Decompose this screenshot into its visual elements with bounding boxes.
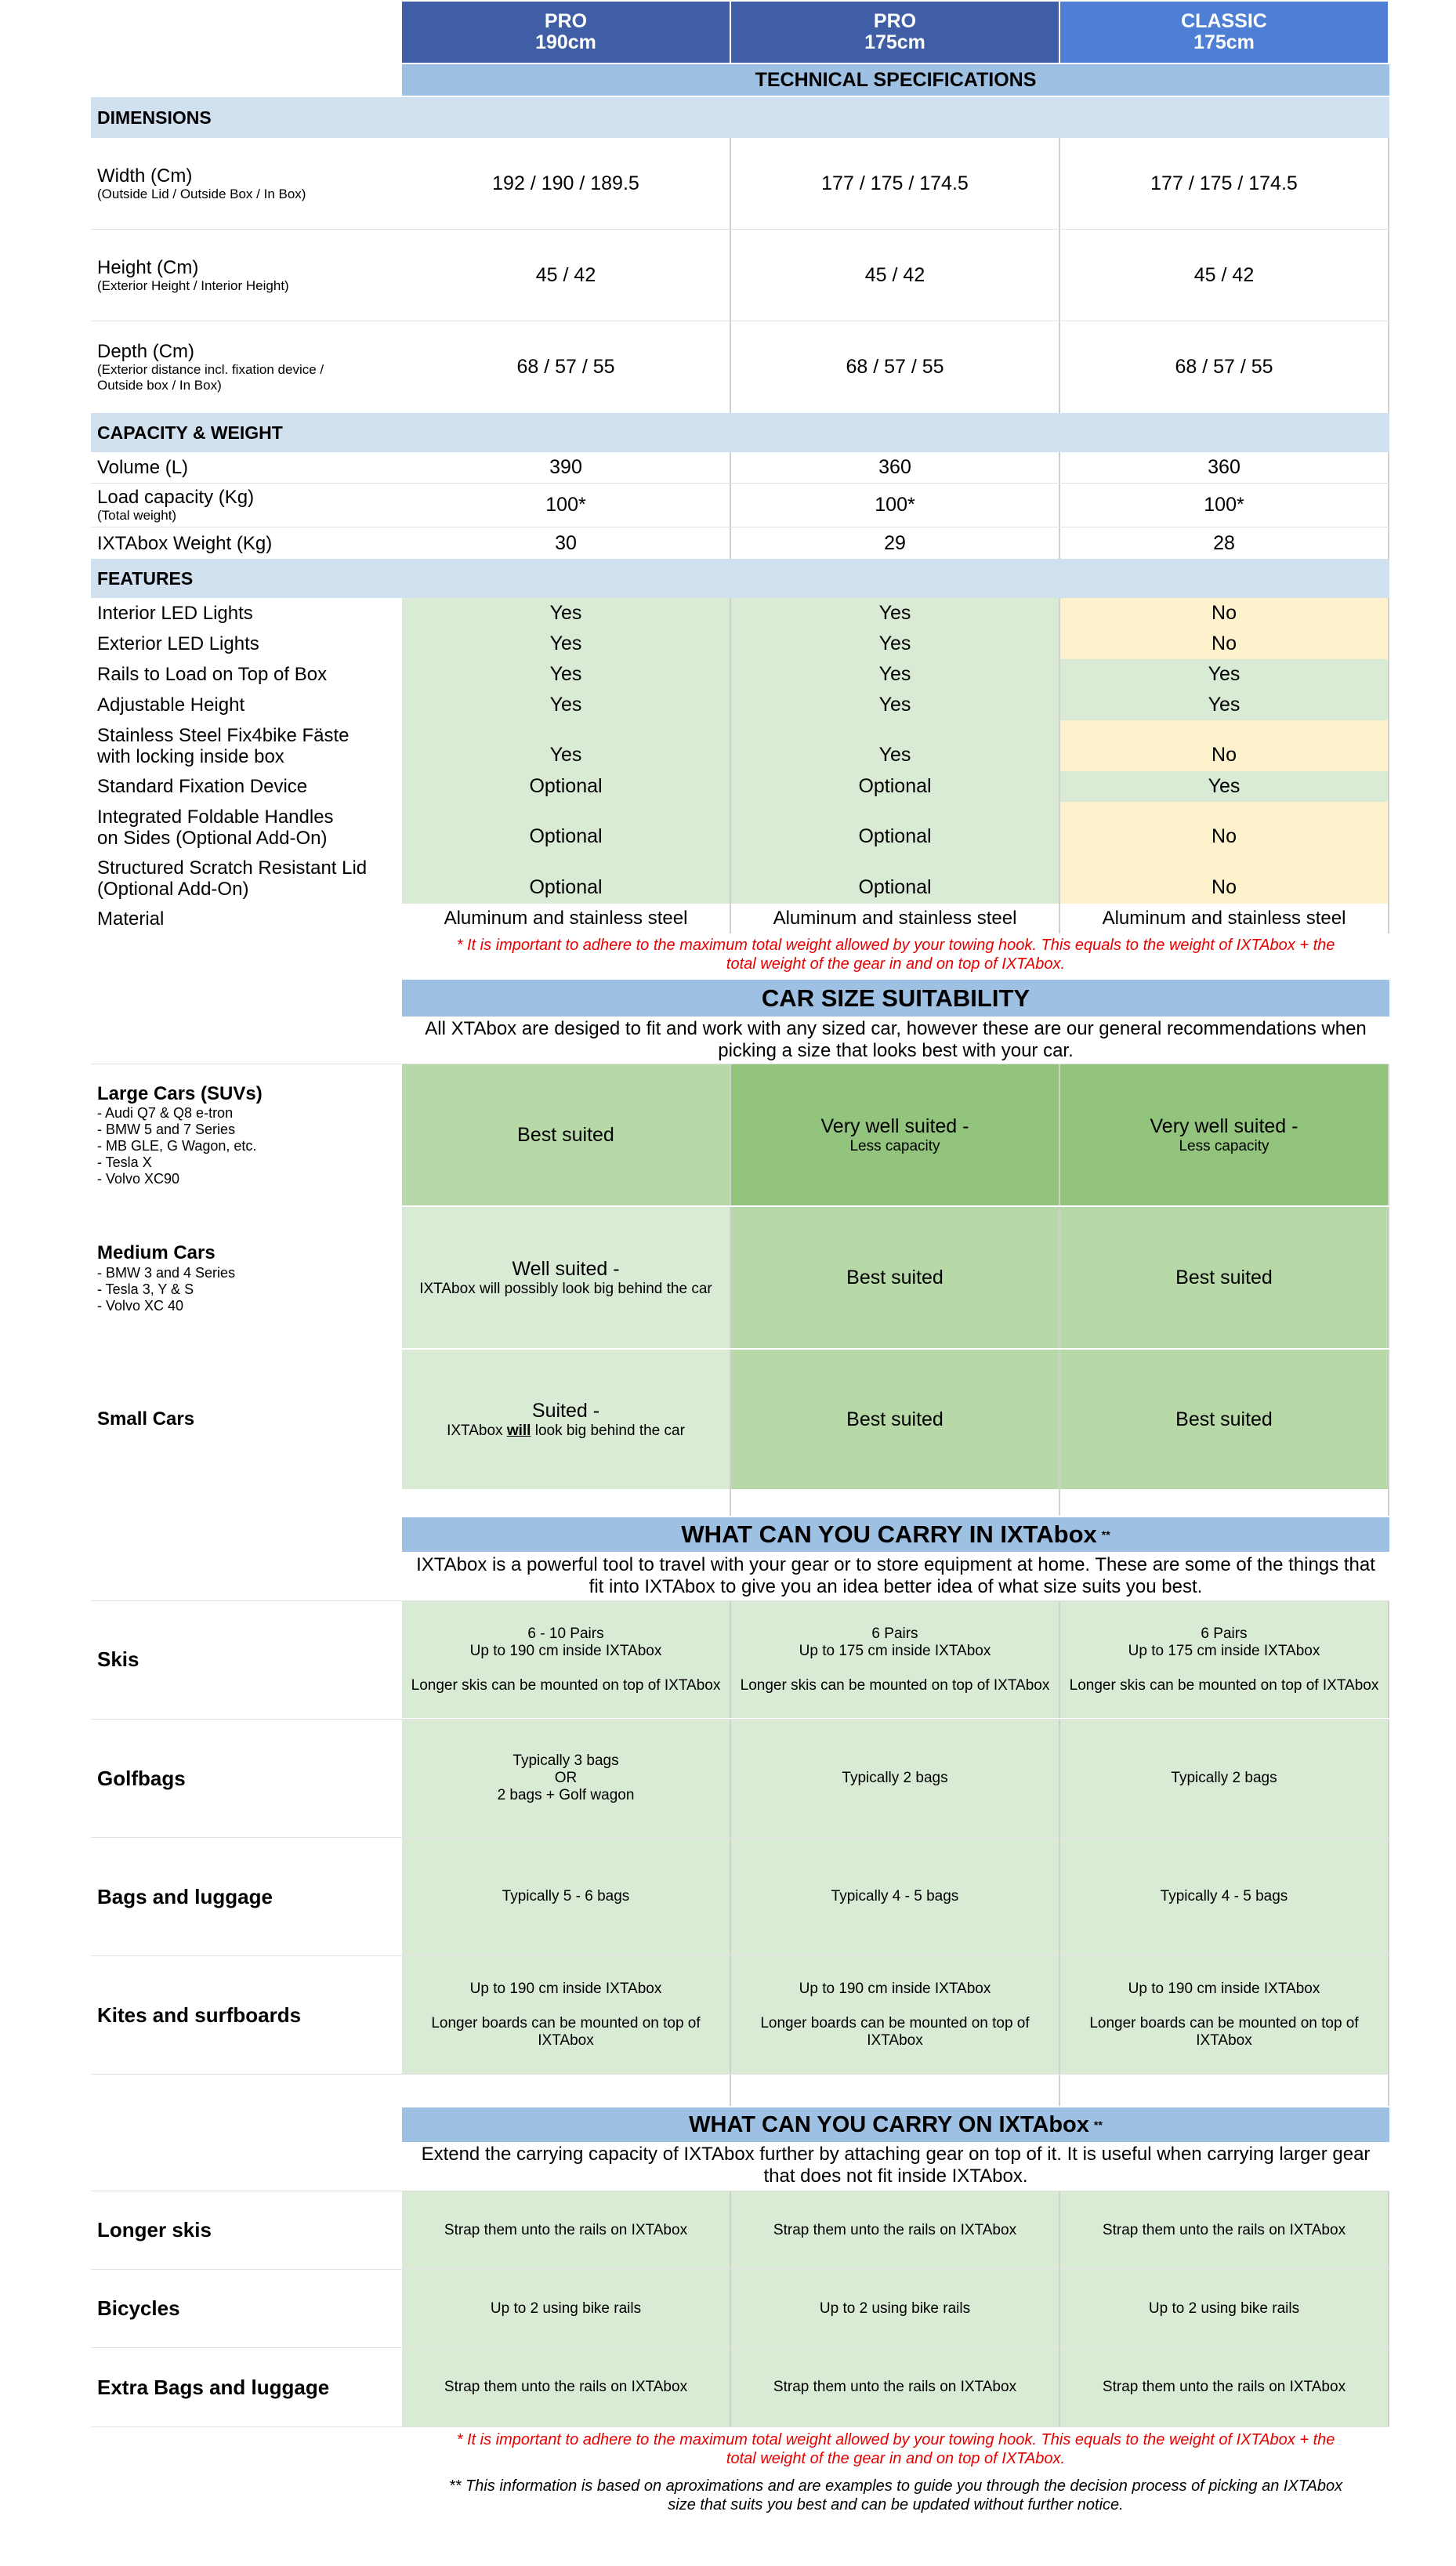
weight-note-line: * It is important to adhere to the maximum total weight allowed by your towing hook. This equals to the weight of IXTAbox + the bbox=[456, 937, 1335, 954]
feature-label: Rails to Load on Top of Box bbox=[97, 664, 328, 685]
weight-value-pro-175: 29 bbox=[731, 527, 1060, 559]
features-heading: FEATURES bbox=[91, 559, 1389, 598]
material-value: Aluminum and stainless steel bbox=[731, 904, 1060, 933]
feature-label-line: Integrated Foldable Handles bbox=[97, 806, 334, 828]
feature-label-line: (Optional Add-On) bbox=[97, 878, 249, 900]
carry-line: Longer skis can be mounted on top of IXTAbox bbox=[740, 1676, 1050, 1694]
depth-label bbox=[91, 321, 402, 413]
carry-line: IXTAbox bbox=[1196, 2032, 1252, 2049]
load-value-pro-175: 100* bbox=[731, 484, 1060, 527]
carry-line: OR bbox=[554, 1770, 578, 1786]
carry-line: Up to 190 cm inside IXTAbox bbox=[469, 1981, 662, 1997]
tech-spec-title: TECHNICAL SPECIFICATIONS bbox=[402, 64, 1389, 96]
volume-label: Volume (L) bbox=[97, 457, 189, 478]
sub-text: IXTAbox bbox=[447, 1422, 507, 1439]
feature-value: Yes bbox=[402, 690, 731, 720]
material-value: Aluminum and stainless steel bbox=[402, 904, 731, 933]
medium-cars-label bbox=[91, 1207, 402, 1348]
dimensions-heading: DIMENSIONS bbox=[91, 97, 1389, 138]
carry-cell bbox=[731, 1838, 1060, 1955]
depth-label-sub: (Exterior distance incl. fixation device / bbox=[97, 362, 324, 377]
carry-cell bbox=[402, 1720, 731, 1837]
footnote-line: size that suits you best and can be updated without further notice. bbox=[668, 2496, 1124, 2513]
feature-value: Optional bbox=[402, 802, 731, 853]
carry-on-cell: Strap them unto the rails on IXTAbox bbox=[402, 2191, 731, 2269]
column-divider bbox=[1059, 1489, 1060, 1516]
intro-line: IXTAbox is a powerful tool to travel with your gear or to store equipment at home. These are some of the things that bbox=[416, 1554, 1375, 1575]
car-model: - Tesla X bbox=[97, 1154, 152, 1170]
height-value-classic: 45 / 42 bbox=[1060, 230, 1389, 321]
carry-line: Up to 190 cm inside IXTAbox bbox=[799, 1981, 991, 1997]
load-value-classic: 100* bbox=[1060, 484, 1389, 527]
model-header-classic-175 bbox=[1060, 2, 1389, 63]
width-label-text: Width (Cm) bbox=[97, 165, 193, 187]
model-header-pro-175 bbox=[731, 2, 1060, 63]
suitability-main: Very well suited - bbox=[1150, 1114, 1298, 1137]
carry-line: Longer skis can be mounted on top of IXTAbox bbox=[1069, 1676, 1379, 1694]
column-divider bbox=[730, 1489, 731, 1516]
volume-value-classic: 360 bbox=[1060, 452, 1389, 483]
intro-line: Extend the carrying capacity of IXTAbox further by attaching gear on top of it. It is useful when carrying larger gear bbox=[421, 2144, 1371, 2165]
car-model: - Volvo XC90 bbox=[97, 1170, 180, 1187]
model-name: CLASSIC bbox=[1181, 10, 1267, 32]
footnote-line: total weight of the gear in and on top of IXTAbox. bbox=[726, 2450, 1066, 2467]
feature-value: Optional bbox=[402, 771, 731, 802]
height-label-text: Height (Cm) bbox=[97, 257, 199, 278]
load-capacity-label bbox=[91, 484, 402, 527]
suitability-cell bbox=[1060, 1064, 1389, 1205]
bicycles-label: Bicycles bbox=[97, 2296, 180, 2320]
suitability-main: Best suited bbox=[846, 1408, 944, 1430]
feature-label-line: Structured Scratch Resistant Lid bbox=[97, 857, 368, 879]
feature-value: Yes bbox=[731, 659, 1060, 690]
feature-value: No bbox=[1060, 853, 1389, 904]
suitability-cell bbox=[731, 1064, 1060, 1205]
capacity-heading: CAPACITY & WEIGHT bbox=[91, 413, 1389, 452]
suitability-sub bbox=[447, 1423, 685, 1440]
intro-line: fit into IXTAbox to give you an idea better idea of what size suits you best. bbox=[589, 1576, 1203, 1597]
carry-in-title-text: WHAT CAN YOU CARRY IN IXTAbox bbox=[681, 1520, 1097, 1548]
suitability-main: Best suited bbox=[1175, 1266, 1273, 1288]
height-label-sub: (Exterior Height / Interior Height) bbox=[97, 278, 289, 293]
carry-line: Typically 2 bags bbox=[842, 1770, 948, 1786]
height-value-pro-175: 45 / 42 bbox=[731, 230, 1060, 321]
feature-label bbox=[91, 802, 402, 853]
carry-cell bbox=[1060, 1720, 1389, 1837]
car-model: - MB GLE, G Wagon, etc. bbox=[97, 1137, 257, 1154]
carry-line: Typically 2 bags bbox=[1171, 1770, 1277, 1786]
carry-in-title bbox=[402, 1517, 1389, 1552]
carry-on-title bbox=[402, 2108, 1389, 2142]
suitability-sub: Less capacity bbox=[849, 1137, 940, 1154]
width-label-sub: (Outside Lid / Outside Box / In Box) bbox=[97, 187, 306, 201]
intro-line: that does not fit inside IXTAbox. bbox=[763, 2166, 1028, 2187]
feature-label-line: Stainless Steel Fix4bike Fäste bbox=[97, 724, 350, 746]
suitability-main: Best suited bbox=[846, 1266, 944, 1288]
carry-line: Typically 3 bags bbox=[512, 1752, 619, 1769]
carry-on-cell: Up to 2 using bike rails bbox=[402, 2270, 731, 2347]
sub-text: look big behind the car bbox=[531, 1422, 685, 1439]
column-divider bbox=[1388, 2075, 1389, 2106]
feature-value: Yes bbox=[402, 720, 731, 771]
footnote-line: * It is important to adhere to the maximum total weight allowed by your towing hook. This equals to the weight of IXTAbox + the bbox=[456, 2431, 1335, 2448]
column-divider bbox=[1388, 1489, 1389, 1516]
load-value-pro-190: 100* bbox=[402, 484, 731, 527]
carry-line: 2 bags + Golf wagon bbox=[497, 1787, 635, 1803]
row-divider bbox=[91, 2074, 1389, 2075]
feature-value: Yes bbox=[1060, 659, 1389, 690]
small-cars-title: Small Cars bbox=[97, 1408, 195, 1430]
suitability-cell bbox=[1060, 1350, 1389, 1489]
car-model: - Tesla 3, Y & S bbox=[97, 1281, 194, 1297]
feature-label bbox=[91, 853, 402, 904]
model-header-pro-190 bbox=[402, 2, 731, 63]
feature-value: No bbox=[1060, 598, 1389, 629]
car-model: - BMW 3 and 4 Series bbox=[97, 1264, 236, 1281]
footnote-weight bbox=[402, 2430, 1389, 2468]
large-cars-title: Large Cars (SUVs) bbox=[97, 1082, 263, 1104]
carry-cell bbox=[402, 1838, 731, 1955]
intro-line: All XTAbox are desiged to fit and work with any sized car, however these are our general recommendations when bbox=[425, 1018, 1367, 1039]
carry-cell bbox=[1060, 1838, 1389, 1955]
suitability-main: Best suited bbox=[1175, 1408, 1273, 1430]
carry-on-cell: Strap them unto the rails on IXTAbox bbox=[731, 2348, 1060, 2426]
feature-value: Optional bbox=[731, 802, 1060, 853]
carry-line: Longer boards can be mounted on top of bbox=[760, 2015, 1030, 2031]
carry-cell bbox=[731, 1720, 1060, 1837]
carry-on-mark: ** bbox=[1093, 2118, 1103, 2131]
column-divider bbox=[730, 2075, 731, 2106]
suitability-cell bbox=[402, 1350, 731, 1489]
feature-value: Yes bbox=[402, 629, 731, 659]
car-model: - Volvo XC 40 bbox=[97, 1297, 184, 1314]
model-name: PRO bbox=[873, 10, 917, 32]
suitability-sub: IXTAbox will possibly look big behind the car bbox=[419, 1280, 712, 1297]
suitability-sub: Less capacity bbox=[1179, 1137, 1269, 1154]
weight-value-pro-190: 30 bbox=[402, 527, 731, 559]
suitability-main: Very well suited - bbox=[820, 1114, 969, 1137]
feature-label: Interior LED Lights bbox=[97, 603, 253, 624]
footnote-line: ** This information is based on aproximations and are examples to guide you through the decision process of picking an IXTAbox bbox=[448, 2477, 1343, 2495]
small-cars-label bbox=[91, 1350, 402, 1489]
feature-label: Adjustable Height bbox=[97, 694, 245, 716]
feature-value: Yes bbox=[1060, 690, 1389, 720]
carry-line: Typically 4 - 5 bags bbox=[1160, 1888, 1288, 1905]
model-size: 190cm bbox=[535, 31, 596, 53]
carry-line: Up to 175 cm inside IXTAbox bbox=[1128, 1642, 1320, 1659]
carry-line: Typically 4 - 5 bags bbox=[831, 1888, 959, 1905]
feature-label: Standard Fixation Device bbox=[97, 776, 308, 797]
width-value-pro-190: 192 / 190 / 189.5 bbox=[402, 138, 731, 230]
suitability-cell bbox=[731, 1350, 1060, 1489]
feature-value: Optional bbox=[731, 771, 1060, 802]
height-label bbox=[91, 230, 402, 321]
feature-value: Optional bbox=[402, 853, 731, 904]
carry-line: Longer boards can be mounted on top of bbox=[431, 2015, 701, 2031]
carry-on-cell: Strap them unto the rails on IXTAbox bbox=[1060, 2348, 1389, 2426]
depth-label-sub: Outside box / In Box) bbox=[97, 378, 222, 393]
model-size: 175cm bbox=[864, 31, 925, 53]
longer-skis-label: Longer skis bbox=[97, 2218, 212, 2242]
width-value-pro-175: 177 / 175 / 174.5 bbox=[731, 138, 1060, 230]
depth-value-pro-190: 68 / 57 / 55 bbox=[402, 321, 731, 413]
carry-cell bbox=[731, 1601, 1060, 1718]
carry-line: IXTAbox bbox=[538, 2032, 594, 2049]
large-cars-label bbox=[91, 1064, 402, 1205]
feature-label-line: with locking inside box bbox=[97, 745, 284, 767]
car-size-title: CAR SIZE SUITABILITY bbox=[402, 980, 1389, 1017]
carry-line: 6 Pairs bbox=[871, 1625, 918, 1642]
suitability-main: Best suited bbox=[517, 1123, 614, 1146]
depth-label-text: Depth (Cm) bbox=[97, 341, 195, 362]
load-capacity-label-sub: (Total weight) bbox=[97, 508, 177, 523]
carry-line: Typically 5 - 6 bags bbox=[502, 1888, 630, 1905]
feature-value: Yes bbox=[731, 690, 1060, 720]
carry-line: IXTAbox bbox=[867, 2032, 923, 2049]
weight-value-classic: 28 bbox=[1060, 527, 1389, 559]
suitability-cell bbox=[1060, 1207, 1389, 1348]
feature-value: No bbox=[1060, 802, 1389, 853]
carry-line: 6 - 10 Pairs bbox=[527, 1625, 604, 1642]
carry-cell bbox=[402, 1956, 731, 2074]
carry-line: 6 Pairs bbox=[1201, 1625, 1248, 1642]
feature-value: Optional bbox=[731, 853, 1060, 904]
model-size: 175cm bbox=[1193, 31, 1255, 53]
feature-value: Yes bbox=[402, 659, 731, 690]
feature-label-line: on Sides (Optional Add-On) bbox=[97, 827, 328, 849]
skis-label: Skis bbox=[97, 1647, 139, 1671]
volume-value-pro-190: 390 bbox=[402, 452, 731, 483]
box-weight-label: IXTAbox Weight (Kg) bbox=[97, 532, 273, 554]
carry-on-title-text: WHAT CAN YOU CARRY ON IXTAbox bbox=[689, 2111, 1089, 2137]
carry-in-mark: ** bbox=[1101, 1528, 1110, 1541]
material-value: Aluminum and stainless steel bbox=[1060, 904, 1389, 933]
feature-label: Exterior LED Lights bbox=[97, 633, 259, 654]
feature-value: No bbox=[1060, 629, 1389, 659]
suitability-cell bbox=[731, 1207, 1060, 1348]
carry-line: Up to 190 cm inside IXTAbox bbox=[469, 1642, 662, 1659]
carry-cell bbox=[402, 1601, 731, 1718]
carry-on-cell: Strap them unto the rails on IXTAbox bbox=[1060, 2191, 1389, 2269]
carry-cell bbox=[1060, 1956, 1389, 2074]
carry-line: Longer skis can be mounted on top of IXTAbox bbox=[411, 1676, 721, 1694]
suitability-cell bbox=[402, 1064, 731, 1205]
feature-value: Yes bbox=[731, 720, 1060, 771]
car-size-intro bbox=[402, 1018, 1389, 1062]
sub-emphasis: will bbox=[506, 1422, 531, 1439]
feature-label: Material bbox=[97, 908, 165, 930]
carry-cell bbox=[731, 1956, 1060, 2074]
model-name: PRO bbox=[544, 10, 588, 32]
car-model: - Audi Q7 & Q8 e-tron bbox=[97, 1104, 234, 1121]
suitability-main: Well suited - bbox=[512, 1257, 620, 1280]
feature-value: Yes bbox=[1060, 771, 1389, 802]
weight-note bbox=[402, 936, 1389, 973]
carry-on-cell: Strap them unto the rails on IXTAbox bbox=[402, 2348, 731, 2426]
column-divider bbox=[1059, 2075, 1060, 2106]
medium-cars-title: Medium Cars bbox=[97, 1241, 216, 1263]
feature-value: Yes bbox=[731, 629, 1060, 659]
feature-label bbox=[91, 720, 402, 771]
depth-value-pro-175: 68 / 57 / 55 bbox=[731, 321, 1060, 413]
load-capacity-label-text: Load capacity (Kg) bbox=[97, 487, 255, 508]
feature-value: No bbox=[1060, 720, 1389, 771]
footnote-approximations bbox=[402, 2477, 1389, 2514]
height-value-pro-190: 45 / 42 bbox=[402, 230, 731, 321]
suitability-cell bbox=[402, 1207, 731, 1348]
width-label bbox=[91, 138, 402, 230]
carry-line: Up to 190 cm inside IXTAbox bbox=[1128, 1981, 1320, 1997]
carry-line: Up to 175 cm inside IXTAbox bbox=[799, 1642, 991, 1659]
golfbags-label: Golfbags bbox=[97, 1766, 186, 1790]
bags-label: Bags and luggage bbox=[97, 1884, 273, 1908]
volume-value-pro-175: 360 bbox=[731, 452, 1060, 483]
depth-value-classic: 68 / 57 / 55 bbox=[1060, 321, 1389, 413]
width-value-classic: 177 / 175 / 174.5 bbox=[1060, 138, 1389, 230]
row-divider bbox=[91, 2426, 1389, 2427]
carry-on-cell: Up to 2 using bike rails bbox=[731, 2270, 1060, 2347]
kites-label: Kites and surfboards bbox=[97, 2002, 302, 2027]
carry-on-intro bbox=[402, 2144, 1389, 2187]
extra-bags-label: Extra Bags and luggage bbox=[97, 2375, 330, 2399]
weight-note-line: total weight of the gear in and on top of IXTAbox. bbox=[726, 955, 1066, 973]
feature-value: Yes bbox=[402, 598, 731, 629]
carry-line: Longer boards can be mounted on top of bbox=[1089, 2015, 1359, 2031]
suitability-main: Suited - bbox=[531, 1399, 600, 1422]
carry-in-intro bbox=[402, 1554, 1389, 1598]
intro-line: picking a size that looks best with your car. bbox=[718, 1040, 1074, 1061]
carry-on-cell: Strap them unto the rails on IXTAbox bbox=[731, 2191, 1060, 2269]
carry-on-cell: Up to 2 using bike rails bbox=[1060, 2270, 1389, 2347]
carry-cell bbox=[1060, 1601, 1389, 1718]
feature-value: Yes bbox=[731, 598, 1060, 629]
car-model: - BMW 5 and 7 Series bbox=[97, 1121, 236, 1137]
